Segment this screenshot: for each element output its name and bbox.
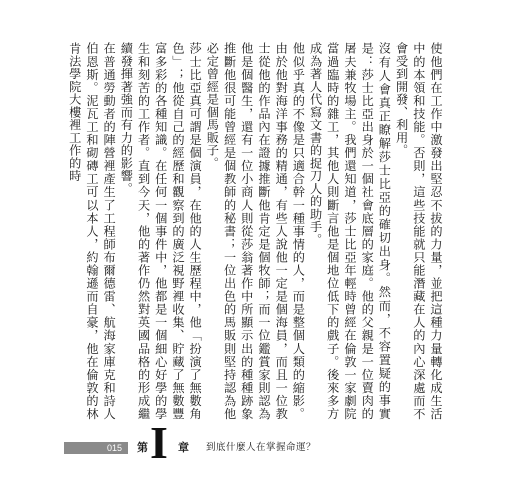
chapter-prefix: 第 <box>137 441 148 454</box>
body-paragraph-2: 沒有人會真正瞭解莎士比亞的確切出身。然而，不容置疑的事實是：莎士比亞出身於一個社會底層的家庭。他的父親是一位賣肉的屠夫兼牧場主。我們還知道，莎士比亞年輕時曾經在倫敦一家劇院當過臨時的雜工，其他人則斷言他是個地位低下的戲子。後來多方成為著人代寫文書的捉刀人的助手。 <box>308 42 392 420</box>
chapter-suffix: 章 <box>178 441 189 454</box>
body-paragraph-1: 使他們在工作中激發出堅忍不拔的力量，並把這種力量轉化成生活中的本領和技能。否則，這些技能就只能潛藏在人的內心深處而不會受到開發、利用。 <box>394 42 443 420</box>
vertical-text-body <box>67 42 444 420</box>
body-paragraph-5: 在普通勞動者的陣營裡產生了工程師布爾德雷、航海家庫克和詩人伯恩斯。泥瓦工和砌磚工可以本人，約翰遜而自豪，他在倫敦的林肯法學院大樓裡工作的時 <box>67 42 117 420</box>
body-paragraph-4: 莎士比亞真可謂是個演員，在他的人生歷程中，他「扮演了無數角色」；他從自己的經歷和觀察到的廣泛視野裡收集、貯藏了無數豐富多彩的各種知識。在任何一個事件中，他都是一個細心好學的學生和刻苦的工作者。直到今天，他的著作仍然對英國品格的形成繼續發揮著強而有力的影響。 <box>119 42 203 420</box>
chapter-title: 到底什麼人在掌握命運？ <box>206 442 317 453</box>
page-footer <box>0 417 520 468</box>
page-number: 015 <box>64 442 128 454</box>
chapter-numeral: I <box>150 417 168 468</box>
body-paragraph-3: 他似乎真的不像是只適合幹一種事情的人，而是整個人類的縮影。由於他對海洋事務的精通，有些人說他一定是個海員，而且一位教士從他的作品內在證據推斷他肯定是個牧師；而一位鑑賞家則認為他是個醫生，還有一位小商人則從莎翁著作中所顯示出的種種跡象推斷他很可能曾經是個教師的秘書；一位出色的馬販則堅持認為他必定曾經是個馬販子。 <box>205 42 306 420</box>
